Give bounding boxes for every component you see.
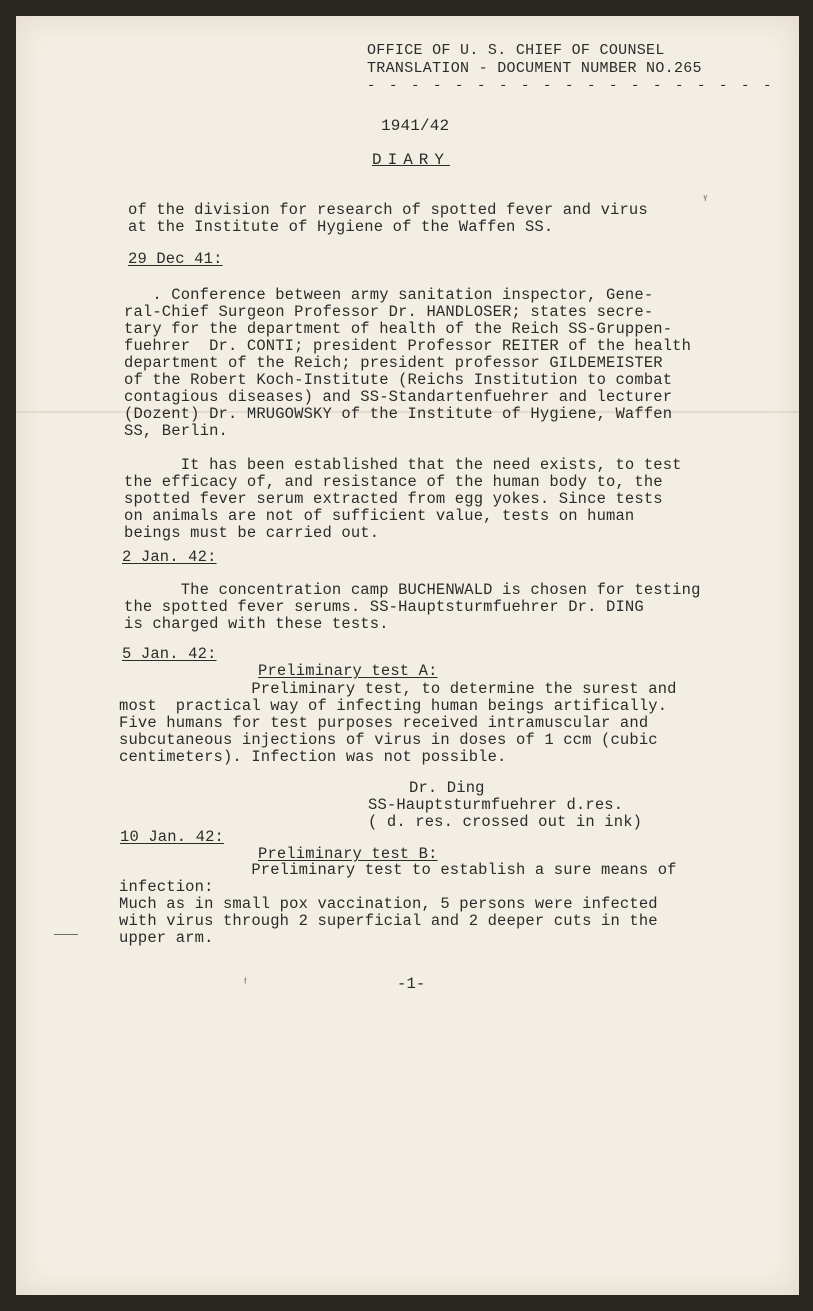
entry-text: upper arm. — [119, 929, 214, 947]
entry-text: department of the Reich; president professor GILDEMEISTER — [124, 354, 663, 372]
subtitle-line-1: of the division for research of spotted fever and virus — [128, 201, 648, 219]
entry-text: tary for the department of health of the Reich SS-Gruppen- — [124, 320, 673, 338]
entry-text: ral-Chief Surgeon Professor Dr. HANDLOSER; states secre- — [124, 303, 654, 321]
header-translation: TRANSLATION - DOCUMENT NUMBER NO.265 — [367, 60, 702, 77]
test-title: Preliminary test B: — [258, 845, 438, 863]
entry-text: Preliminary test to establish a sure means of — [119, 861, 677, 879]
entry-text: Much as in small pox vaccination, 5 persons were infected — [119, 895, 658, 913]
header-office: OFFICE OF U. S. CHIEF OF COUNSEL — [367, 42, 665, 59]
entry-text: Preliminary test, to determine the surest and — [119, 680, 677, 698]
entry-text: (Dozent) Dr. MRUGOWSKY of the Institute of Hygiene, Waffen — [124, 405, 673, 423]
entry-text: centimeters). Infection was not possible. — [119, 748, 507, 766]
entry-text: the efficacy of, and resistance of the human body to, the — [124, 473, 663, 491]
entry-date: 29 Dec 41: — [128, 250, 223, 268]
entry-text: infection: — [119, 878, 214, 896]
year: 1941/42 — [381, 117, 450, 135]
entry-text: beings must be carried out. — [124, 524, 380, 542]
entry-text: is charged with these tests. — [124, 615, 389, 633]
entry-text: . Conference between army sanitation inspector, Gene- — [124, 286, 654, 304]
ink-mark: ᶠ — [242, 978, 249, 990]
signature-name: Dr. Ding — [409, 779, 485, 797]
signature-note: ( d. res. crossed out in ink) — [368, 813, 643, 831]
diary-title: DIARY — [372, 151, 451, 169]
entry-text: most practical way of infecting human beings artifically. — [119, 697, 668, 715]
entry-text: subcutaneous injections of virus in doses of 1 ccm (cubic — [119, 731, 658, 749]
entry-date: 10 Jan. 42: — [120, 828, 224, 846]
entry-text: Five humans for test purposes received intramuscular and — [119, 714, 649, 732]
entry-date: 2 Jan. 42: — [122, 548, 217, 566]
entry-text: The concentration camp BUCHENWALD is chosen for testing — [124, 581, 701, 599]
entry-text: fuehrer Dr. CONTI; president Professor REITER of the health — [124, 337, 692, 355]
test-title: Preliminary test A: — [258, 662, 438, 680]
entry-text: spotted fever serum extracted from egg yokes. Since tests — [124, 490, 663, 508]
header-dashes: - - - - - - - - - - - - - - - - - - - — [367, 78, 775, 94]
ink-mark: ᵞ — [702, 194, 709, 206]
signature-rank: SS-Hauptsturmfuehrer d.res. — [368, 796, 624, 814]
entry-text: with virus through 2 superficial and 2 deeper cuts in the — [119, 912, 658, 930]
subtitle-line-2: at the Institute of Hygiene of the Waffen SS. — [128, 218, 554, 236]
margin-mark — [54, 934, 78, 935]
entry-text: It has been established that the need exists, to test — [124, 456, 682, 474]
document-page — [16, 16, 799, 1295]
entry-text: of the Robert Koch-Institute (Reichs Institution to combat — [124, 371, 673, 389]
entry-text: on animals are not of sufficient value, tests on human — [124, 507, 635, 525]
entry-text: SS, Berlin. — [124, 422, 228, 440]
entry-text: contagious diseases) and SS-Standartenfuehrer and lecturer — [124, 388, 673, 406]
page-number: -1- — [397, 975, 426, 993]
entry-date: 5 Jan. 42: — [122, 645, 217, 663]
entry-text: the spotted fever serums. SS-Hauptsturmfuehrer Dr. DING — [124, 598, 644, 616]
